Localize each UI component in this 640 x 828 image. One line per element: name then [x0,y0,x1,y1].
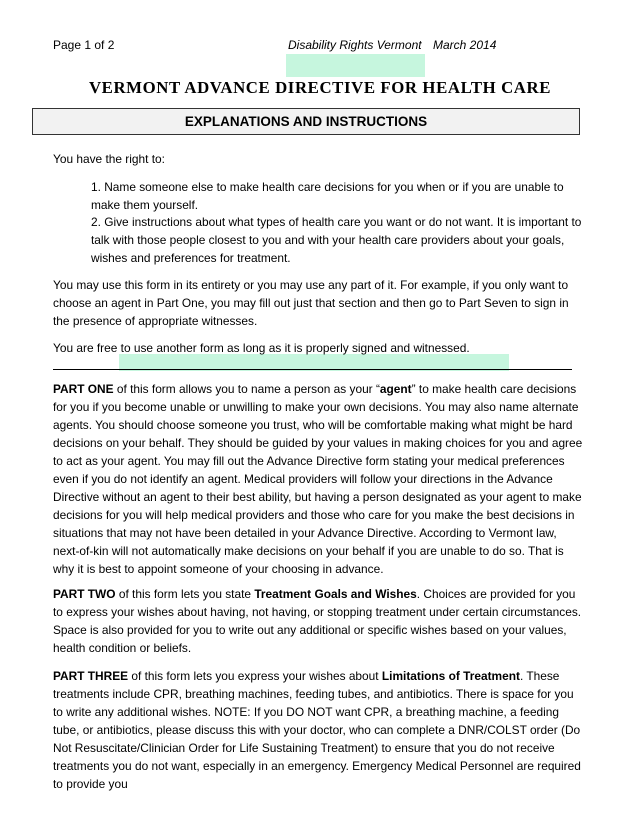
agent-term: agent [379,382,412,396]
divider-line [53,369,572,370]
limitations-term: Limitations of Treatment [381,669,520,683]
right-item-2: 2. Give instructions about what types of health care you want or do not want. It is important to talk with those people closest to you and with your health care providers about your goals, wishes and preferences for treatment. [91,215,582,265]
section-heading-box: EXPLANATIONS AND INSTRUCTIONS [32,108,580,135]
part-two-text: of this form lets you state [115,587,255,601]
header-date: March 2014 [433,38,497,52]
paragraph-use-form: You may use this form in its entirety or you may use any part of it. For example, if you only want to choose an agent in Part One, you may fill out just that section and then go to Part Seven to sign in the presence of appropriate witnesses. [53,278,569,328]
right-item-1: 1. Name someone else to make health care decisions for you when or if you are unable to make them yourself. [91,180,564,212]
part-one-label: PART ONE [53,382,114,396]
part-three-paragraph [53,667,583,793]
document-title: VERMONT ADVANCE DIRECTIVE FOR HEALTH CARE [88,78,552,97]
part-one-paragraph [53,380,583,578]
highlight-mark [286,54,425,77]
part-three-text-cont: . These treatments include CPR, breathing machines, feeding tubes, and antibiotics. There is space for you to write any additional wishes. NOTE: If you DO NOT want CPR, a breathing machine, a feeding tube, or antibiotics, please discuss this with your doctor, who can complete a DNR/COLST order (Do Not Resuscitate/Clinician Order for Life Sustaining Treatment) to ensure that you do not receive treatments you do not want, especially in an emergency. Emergency Medical Personnel are required to provide you [53,669,581,791]
part-two-paragraph [53,585,583,657]
paragraph-free-form: You are free to use another form as long as it is properly signed and witnessed. [53,341,470,355]
header-organization: Disability Rights Vermont [288,38,422,52]
part-three-text: of this form lets you express your wishes about [128,669,382,683]
part-one-text-cont: ” to make health care decisions for you if you become unable or unwilling to make your own decisions. You may also name alternate agents. You should choose someone you trust, who will be comfortable making what might be hard decisions on your behalf. They should be guided by your values in making choices for you and agree to act as your agent. You may fill out the Advance Directive form stating your medical preferences even if you do not identify an agent. Medical providers will follow your directions in the Advance Directive without an agent to their best ability, but having a person designated as your agent to make decisions for you will help medical providers and those who care for you make the best decisions in situations that may not have been detailed in your Advance Directive. According to Vermont law, next-of-kin will not automatically make decisions on your behalf if you are unable to do so. That is why it is best to appoint someone of your choosing in advance. [53,382,583,576]
part-three-label: PART THREE [53,669,129,683]
part-two-text-cont: . Choices are provided for you to express your wishes about having, not having, or stopping treatment under certain circumstances. Space is also provided for you to write out any additional or specific wishes based on your values, health condition or beliefs. [53,587,582,655]
part-one-text: of this form allows you to name a person as your “ [113,382,380,396]
treatment-goals-term: Treatment Goals and Wishes [254,587,417,601]
page-number: Page 1 of 2 [53,38,115,52]
part-two-label: PART TWO [53,587,116,601]
intro-text: You have the right to: [53,152,165,166]
